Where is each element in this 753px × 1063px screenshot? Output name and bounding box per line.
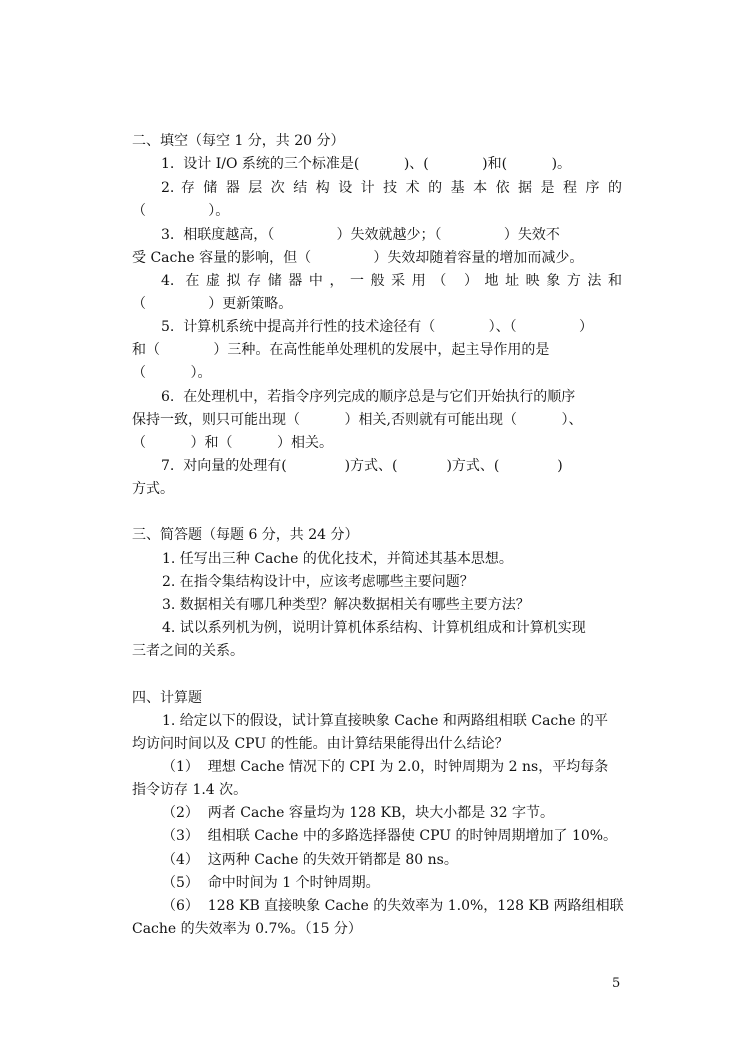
calculation-q1-line1: 1. 给定以下的假设，试计算直接映象 Cache 和两路组相联 Cache 的平 xyxy=(162,713,609,729)
fill-blank-heading: 二、填空（每空 1 分，共 20 分） xyxy=(132,133,345,149)
fill-blank-q6-line3: （ ）和（ ）相关。 xyxy=(132,435,334,451)
fill-blank-q4-line1: 4. 在虚拟存储器中，一般采用（ ）地址映象方法和 xyxy=(161,273,622,289)
calculation-q1-line2: 均访问时间以及 CPU 的性能。由计算结果能得出什么结论？ xyxy=(132,736,509,752)
short-answer-q4-line1: 4. 试以系列机为例，说明计算机体系结构、计算机组成和计算机实现 xyxy=(162,620,586,636)
condition-5: （5） 命中时间为 1 个时钟周期。 xyxy=(162,875,380,891)
fill-blank-q2-line2: （ ）。 xyxy=(132,203,230,219)
fill-blank-q3-line2: 受 Cache 容量的影响，但（ ）失效却随着容量的增加而减少。 xyxy=(132,250,584,266)
fill-blank-q5-line2: 和（ ）三种。在高性能单处理机的发展中，起主导作用的是 xyxy=(132,342,550,358)
fill-blank-q1: 1. 设计 I/O 系统的三个标准是( )、( )和( )。 xyxy=(161,156,572,172)
fill-blank-q6-line1: 6. 在处理机中，若指令序列完成的顺序总是与它们开始执行的顺序 xyxy=(161,389,576,405)
fill-blank-q5-line1: 5. 计算机系统中提高并行性的技术途径有（ ）、（ ） xyxy=(161,319,593,335)
short-answer-heading: 三、简答题（每题 6 分，共 24 分） xyxy=(132,527,359,543)
fill-blank-q3-line1: 3. 相联度越高，（ ）失效就越少；（ ）失效不 xyxy=(161,227,560,243)
fill-blank-q4-line2: （ ）更新策略。 xyxy=(132,296,293,312)
short-answer-q1: 1. 任写出三种 Cache 的优化技术，并简述其基本思想。 xyxy=(162,551,513,567)
condition-3: （3） 组相联 Cache 中的多路选择器使 CPU 的时钟周期增加了 10%。 xyxy=(162,828,618,844)
condition-6-line2: Cache 的失效率为 0.7%。（15 分） xyxy=(132,921,362,937)
fill-blank-q2-line1: 2. 存 储 器 层 次 结 构 设 计 技 术 的 基 本 依 据 是 程 序 的 xyxy=(161,180,622,196)
condition-1-line1: （1） 理想 Cache 情况下的 CPI 为 2.0，时钟周期为 2 ns，平均每条 xyxy=(162,759,609,775)
fill-blank-q5-line3: （ ）。 xyxy=(132,365,212,381)
fill-blank-q7-line1: 7. 对向量的处理有( )方式、( )方式、( ) xyxy=(161,458,563,474)
fill-blank-q6-line2: 保持一致，则只可能出现（ ）相关,否则就有可能出现（ ）、 xyxy=(132,412,583,428)
condition-2: （2） 两者 Cache 容量均为 128 KB，块大小都是 32 字节。 xyxy=(162,805,554,821)
calculation-heading: 四、计算题 xyxy=(132,690,202,706)
short-answer-q4-line2: 三者之间的关系。 xyxy=(132,643,244,659)
condition-6-line1: （6） 128 KB 直接映象 Cache 的失效率为 1.0%，128 KB 两路组相联 xyxy=(162,898,624,914)
condition-4: （4） 这两种 Cache 的失效开销都是 80 ns。 xyxy=(162,852,458,868)
short-answer-q2: 2. 在指令集结构设计中，应该考虑哪些主要问题？ xyxy=(162,574,474,590)
fill-blank-q7-line2: 方式。 xyxy=(132,481,174,497)
condition-1-line2: 指令访存 1.4 次。 xyxy=(132,782,248,798)
page-number: 5 xyxy=(612,976,621,991)
short-answer-q3: 3. 数据相关有哪几种类型？解决数据相关有哪些主要方法？ xyxy=(162,597,530,613)
